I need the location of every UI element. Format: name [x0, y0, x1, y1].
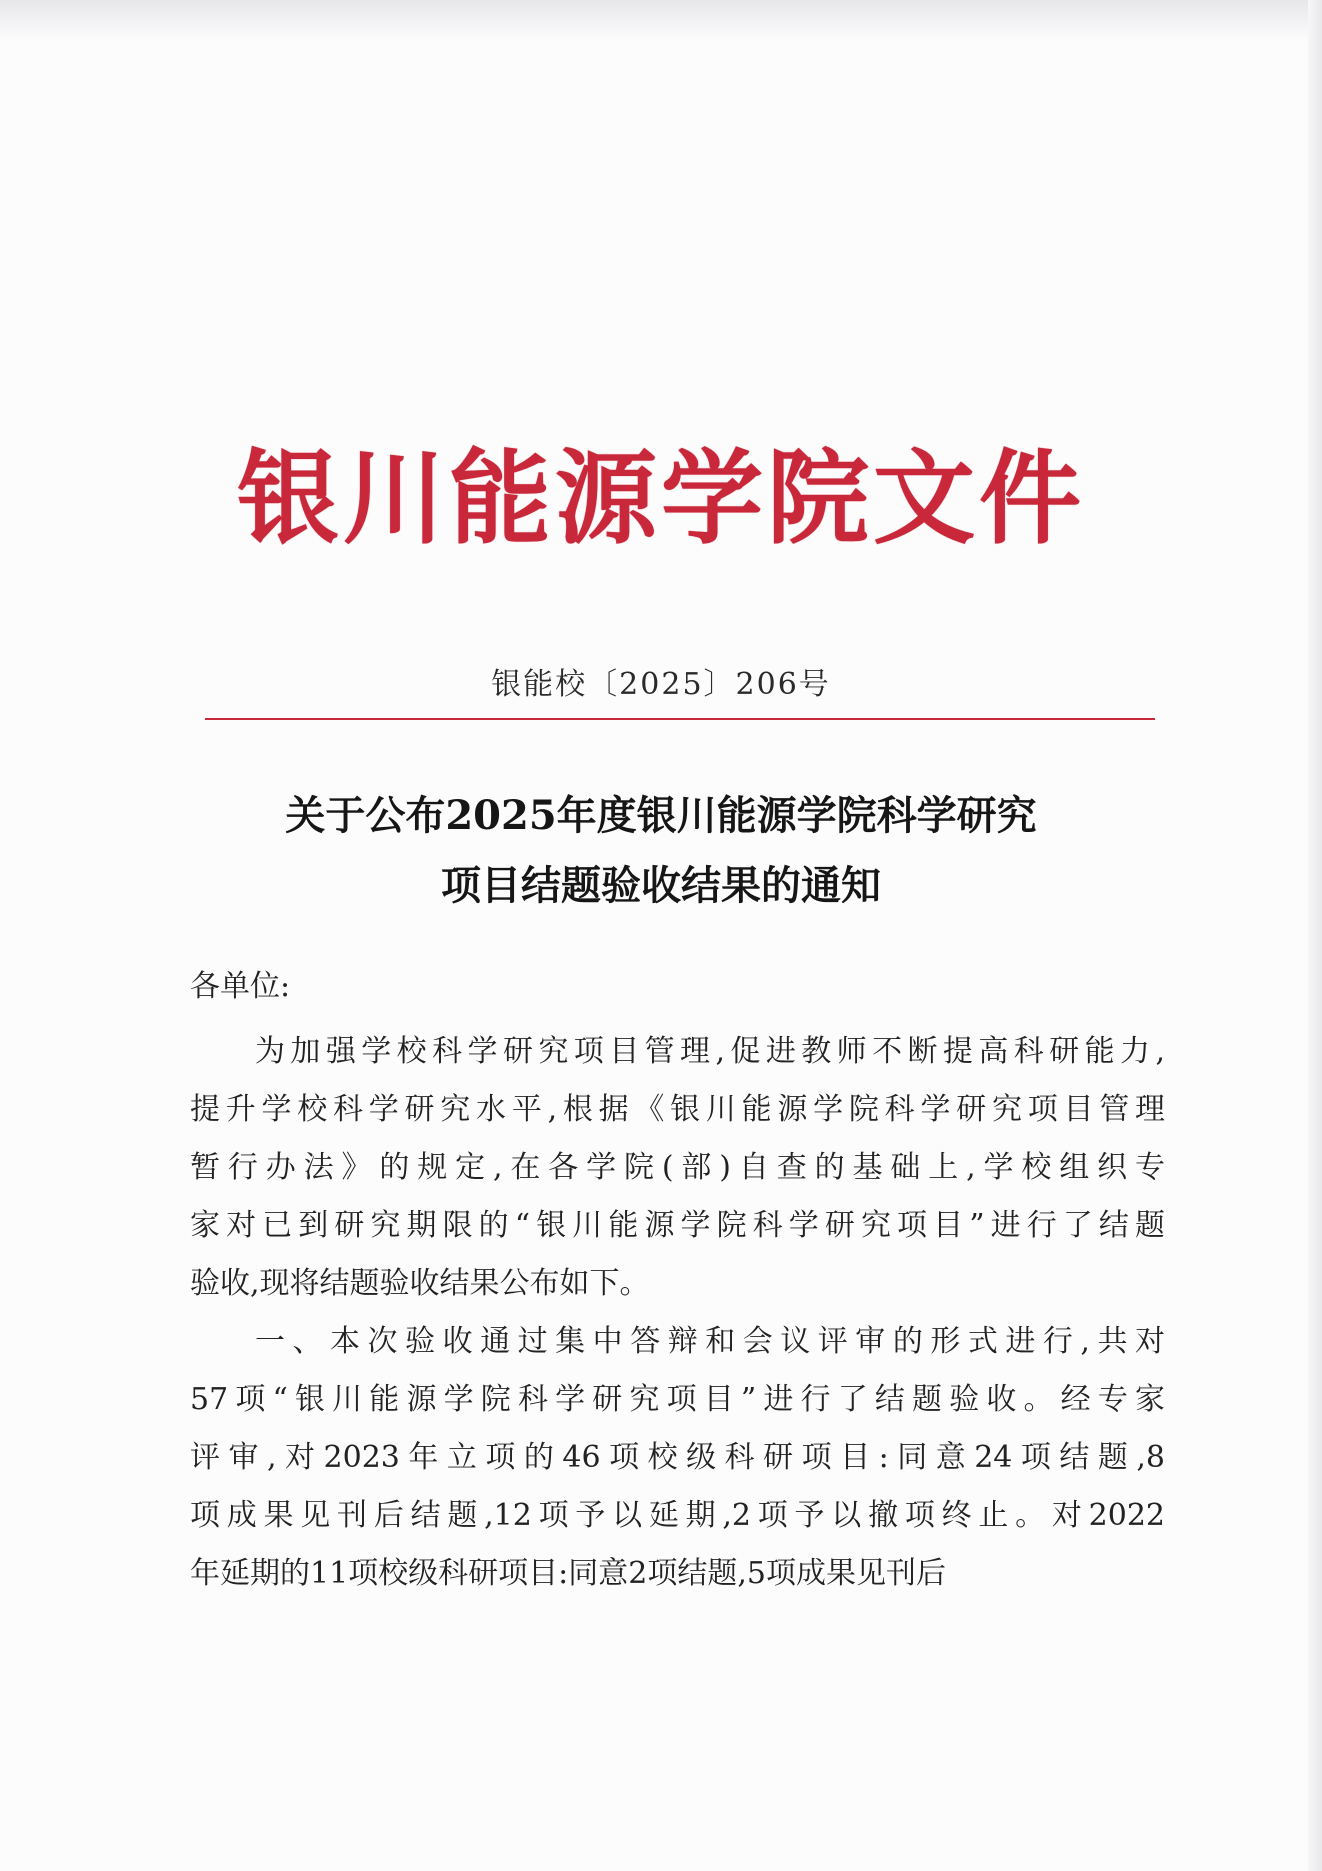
body-line: 提升学校科学研究水平,根据《银川能源学院科学研究项目管理 — [190, 1092, 1165, 1127]
body-line: 暂行办法》的规定,在各学院(部)自查的基础上,学校组织专 — [190, 1150, 1165, 1185]
body-line: 项成果见刊后结题,12项予以延期,2项予以撤项终止。对2022 — [190, 1498, 1165, 1533]
notice-title-line-2: 项目结题验收结果的通知 — [441, 862, 881, 909]
salutation: 各单位: — [190, 969, 291, 1004]
document-number: 银能校〔2025〕206号 — [491, 667, 831, 702]
notice-title-line-1: 关于公布2025年度银川能源学院科学研究 — [285, 792, 1037, 839]
body-line: 年延期的11项校级科研项目:同意2项结题,5项成果见刊后 — [190, 1556, 946, 1591]
body-line: 评审,对2023年立项的46项校级科研项目:同意24项结题,8 — [190, 1440, 1165, 1475]
scan-edge-top — [0, 0, 1322, 38]
body-line: 验收,现将结题验收结果公布如下。 — [190, 1266, 650, 1301]
body-line: 57项“银川能源学院科学研究项目”进行了结题验收。经专家 — [190, 1382, 1165, 1417]
body-line: 家对已到研究期限的“银川能源学院科学研究项目”进行了结题 — [190, 1208, 1165, 1243]
body-line: 一、本次验收通过集中答辩和会议评审的形式进行,共对 — [255, 1324, 1165, 1359]
red-divider-line — [205, 718, 1155, 720]
body-line: 为加强学校科学研究项目管理,促进教师不断提高科研能力, — [255, 1034, 1165, 1069]
scan-edge-right — [1308, 0, 1322, 1871]
masthead-title: 银川能源学院文件 — [237, 440, 1085, 559]
